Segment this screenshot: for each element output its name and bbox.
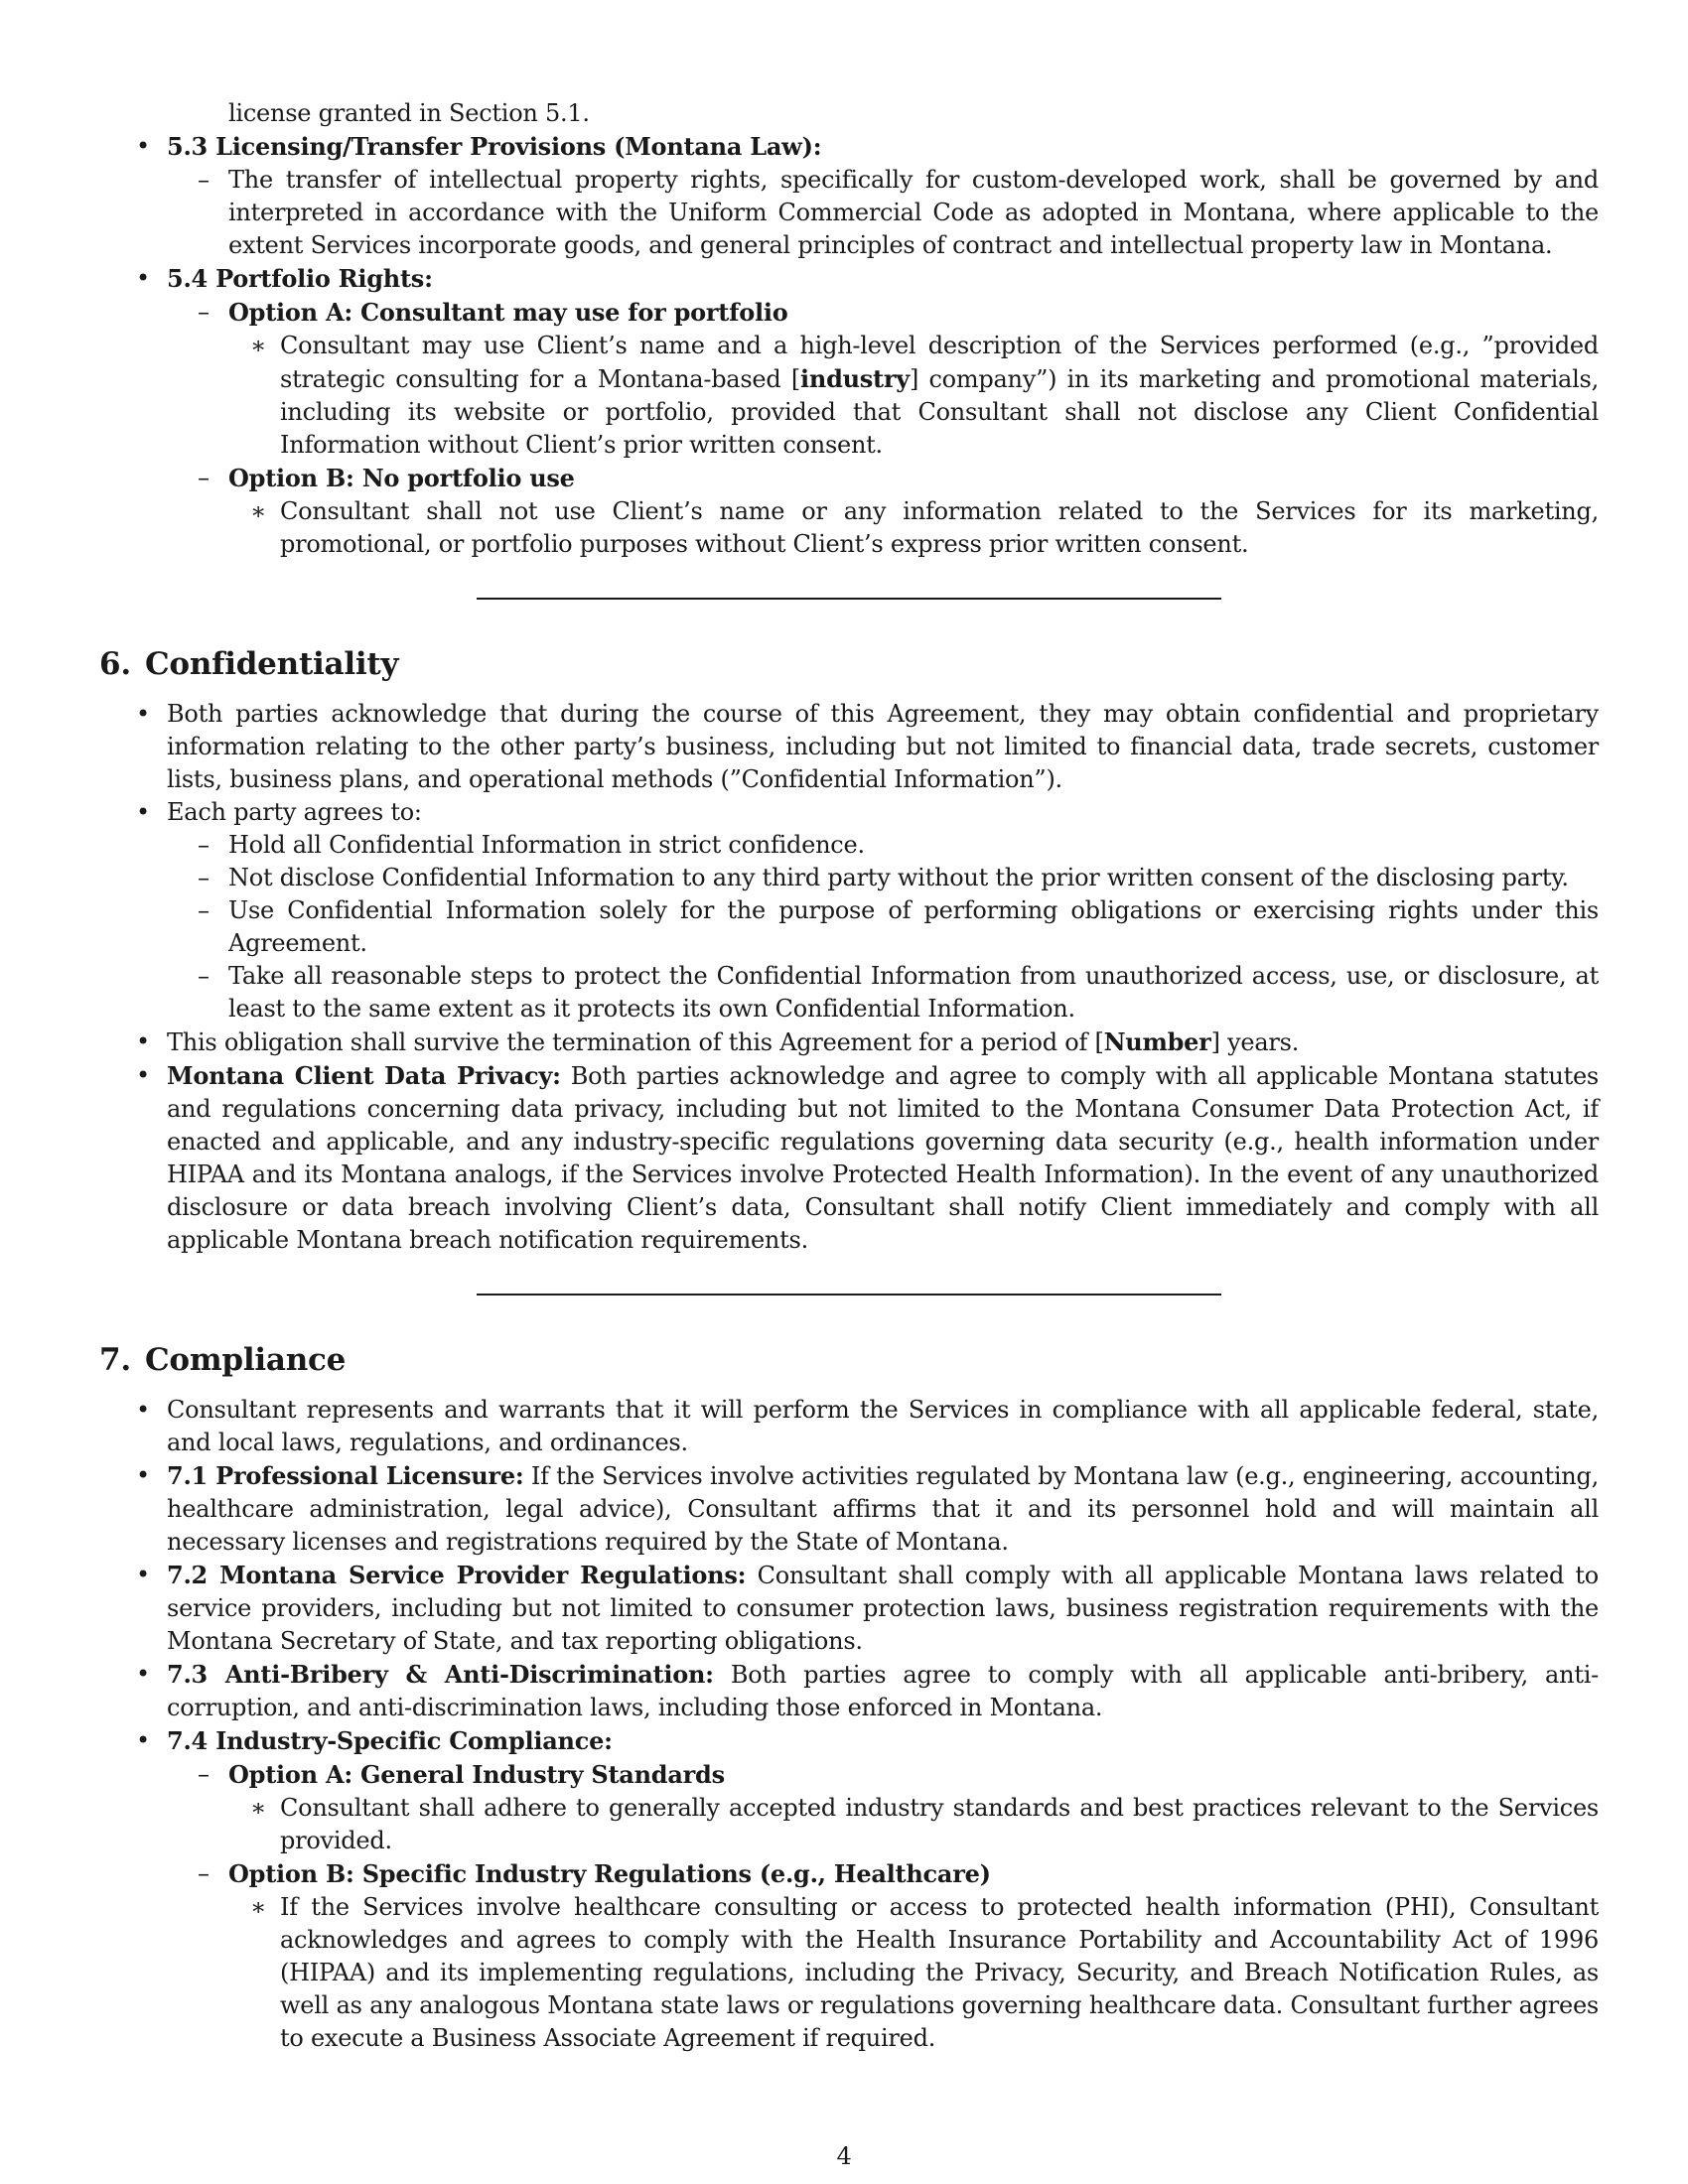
section-divider — [477, 598, 1221, 600]
section-5-4-title: 5.4 Portfolio Rights: — [167, 264, 433, 293]
section-5-4-item — [99, 262, 1599, 296]
licensure-label: 7.1 Professional Licensure: — [167, 1461, 524, 1490]
compliance-item-7-4 — [99, 1724, 1599, 1758]
bullet-marker: • — [136, 1396, 150, 1424]
page-content — [99, 97, 1599, 2055]
section-7-title: Compliance — [145, 1342, 347, 1378]
star-marker: ∗ — [250, 497, 267, 525]
number-placeholder: Number — [1103, 1027, 1211, 1056]
portfolio-option-a — [99, 296, 1599, 330]
bullet-marker: • — [136, 1027, 150, 1055]
bullet-marker: • — [136, 1660, 150, 1688]
bullet-marker: • — [136, 700, 150, 728]
industry-placeholder: industry — [800, 364, 910, 393]
section-5-3-subitem — [99, 164, 1599, 262]
bullet-marker: • — [136, 264, 150, 292]
section-7-heading — [99, 1340, 1599, 1380]
anti-bribery-label: 7.3 Anti-Bribery & Anti-Discrimination: — [167, 1660, 714, 1689]
confidentiality-subitem: – Use Confidential Information solely for the purpose of performing obligations or exercising rights under this Agreement. — [198, 896, 1599, 957]
dash-marker: – — [198, 298, 210, 326]
compliance-option-a — [99, 1758, 1599, 1792]
bullet-marker: • — [136, 1561, 150, 1588]
dash-marker: – — [198, 831, 210, 859]
dash-marker: – — [198, 464, 210, 491]
portfolio-option-a-title: Option A: Consultant may use for portfolio — [228, 298, 788, 327]
portfolio-option-b — [99, 462, 1599, 495]
compliance-option-a-title: Option A: General Industry Standards — [228, 1760, 725, 1789]
dash-marker: – — [198, 896, 210, 924]
confidentiality-item-2: • Each party agrees to: — [99, 796, 1599, 829]
section-7-number: 7. — [99, 1342, 131, 1378]
bullet-marker: • — [136, 1726, 150, 1754]
confidentiality-item-4: • Montana Client Data Privacy: Both parties acknowledge and agree to comply with all applicable Montana statutes and regulations concerning data privacy, including but not limited to the Montana Consumer Data Protection Act, if enacted and applicable, and any industry-specific regulations governing data security (e.g., health information under HIPAA and its Montana analogs, if the Services involve Protected Health Information). In the event of any unauthorized disclosure or data breach involving Client’s data, Consultant shall notify Client immediately and comply with all applicable Montana breach notification requirements. — [136, 1061, 1599, 1254]
dash-marker: – — [198, 166, 210, 194]
compliance-option-b — [99, 1857, 1599, 1891]
star-marker: ∗ — [250, 332, 267, 359]
dash-marker: – — [198, 1859, 210, 1887]
dash-marker: – — [198, 864, 210, 891]
section-6-title: Confidentiality — [145, 646, 399, 682]
portfolio-option-b-title: Option B: No portfolio use — [228, 464, 575, 492]
confidentiality-subitem: – Hold all Confidential Information in strict confidence. — [99, 829, 1599, 862]
compliance-item-7-1: • 7.1 Professional Licensure: If the Services involve activities regulated by Montana law (e.g., engineering, accounting, healthcare administration, legal advice), Consultant affirms that it and its personnel hold and will maintain all necessary licenses and registrations required by the State of Montana. — [136, 1461, 1599, 1556]
section-5-3-text: The transfer of intellectual property rights, specifically for custom-developed work, shall be governed by and interpreted in accordance with the Uniform Commercial Code as adopted in Montana, where applicable to the extent Services incorporate goods, and general principles of contract and intellectual property law in Montana. — [228, 166, 1599, 259]
compliance-option-a-text: ∗ Consultant shall adhere to generally accepted industry standards and best practices relevant to the Services provided. — [250, 1794, 1599, 1854]
portfolio-option-b-text: ∗ Consultant shall not use Client’s name or any information related to the Services for its marketing, promotional, or portfolio purposes without Client’s express prior written consent. — [250, 497, 1599, 558]
portfolio-option-a-text: ∗ Consultant may use Client’s name and a high-level description of the Services performed (e.g., ”provided strategic consulting for a Montana-based [industry] company”) in its marketing and promotional materials, including its website or portfolio, provided that Consultant shall not disclose any Client Confidential Information without Client’s prior written consent. — [250, 332, 1599, 459]
compliance-item-7-2: • 7.2 Montana Service Provider Regulations: Consultant shall comply with all applicable Montana laws related to service providers, including but not limited to consumer protection laws, business registration requirements with the Montana Secretary of State, and tax reporting obligations. — [136, 1561, 1600, 1655]
page-number: 4 — [836, 2142, 852, 2170]
star-marker: ∗ — [250, 1794, 267, 1822]
compliance-option-b-title: Option B: Specific Industry Regulations (e.g., Healthcare) — [228, 1859, 991, 1888]
bullet-marker: • — [136, 1461, 150, 1489]
compliance-item-1: • Consultant represents and warrants that it will perform the Services in compliance with all applicable federal, state, and local laws, regulations, and ordinances. — [136, 1396, 1599, 1456]
star-marker: ∗ — [250, 1893, 267, 1921]
bullet-marker: • — [136, 1061, 150, 1089]
section-6-heading — [99, 644, 1599, 684]
confidentiality-item-1: • Both parties acknowledge that during the course of this Agreement, they may obtain confidential and proprietary information relating to the other party’s business, including but not limited to financial data, trade secrets, customer lists, business plans, and operational methods (”Confidential Information”). — [136, 700, 1599, 793]
confidentiality-subitem: – Not disclose Confidential Information to any third party without the prior written consent of the disclosing party. — [99, 862, 1599, 894]
data-privacy-label: Montana Client Data Privacy: — [167, 1061, 561, 1090]
confidentiality-item-3: • This obligation shall survive the termination of this Agreement for a period of [Number] years. — [136, 1027, 1300, 1056]
dash-marker: – — [198, 1760, 210, 1788]
confidentiality-subitem: – Take all reasonable steps to protect the Confidential Information from unauthorized access, use, or disclosure, at least to the same extent as it protects its own Confidential Information. — [198, 962, 1599, 1023]
compliance-item-7-3: • 7.3 Anti-Bribery & Anti-Discrimination: Both parties agree to comply with all applicable anti-bribery, anti-corruption, and anti-discrimination laws, including those enforced in Montana. — [136, 1660, 1600, 1721]
section-divider — [477, 1294, 1221, 1296]
section-5-3-title: 5.3 Licensing/Transfer Provisions (Montana Law): — [167, 132, 822, 161]
industry-compliance-label: 7.4 Industry-Specific Compliance: — [167, 1726, 613, 1755]
service-provider-label: 7.2 Montana Service Provider Regulations: — [167, 1561, 747, 1589]
compliance-option-b-text: ∗ If the Services involve healthcare consulting or access to protected health information (PHI), Consultant acknowledges and agrees to comply with the Health Insurance Portability and Accountability Act of 1996 (HIPAA) and its implementing regulations, including the Privacy, Security, and Breach Notification Rules, as well as any analogous Montana state laws or regulations governing healthcare data. Consultant further agrees to execute a Business Associate Agreement if required. — [250, 1893, 1599, 2052]
bullet-marker: • — [136, 798, 150, 826]
bullet-marker: • — [136, 132, 150, 160]
section-6-number: 6. — [99, 646, 131, 682]
section-5-2-continuation: license granted in Section 5.1. — [228, 99, 590, 127]
dash-marker: – — [198, 962, 210, 990]
section-5-3-item — [99, 130, 1599, 164]
